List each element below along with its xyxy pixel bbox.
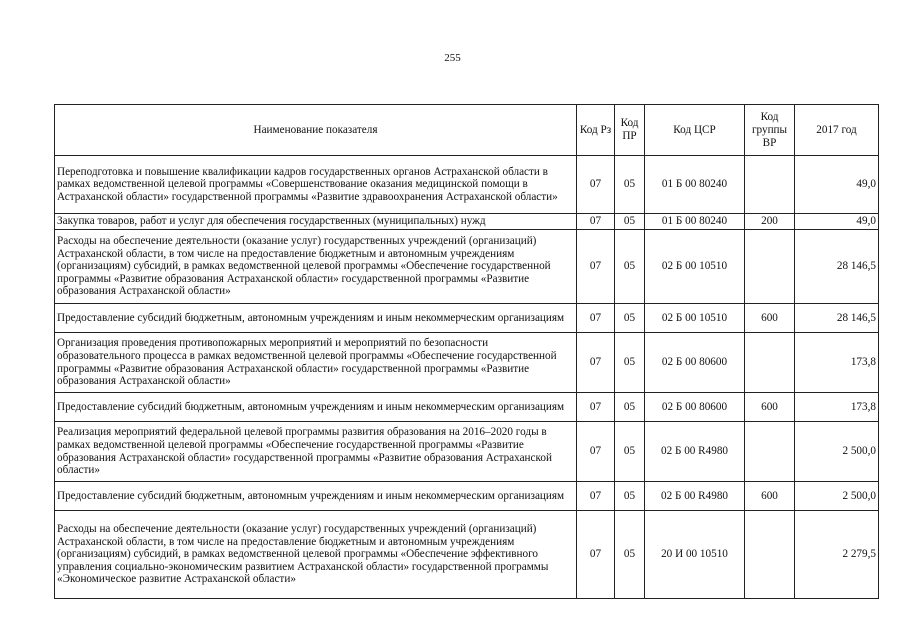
row-rz: 07 (577, 230, 615, 304)
row-rz: 07 (577, 156, 615, 214)
row-vr (745, 230, 795, 304)
row-csr: 02 Б 00 80600 (645, 333, 745, 393)
row-amount: 173,8 (795, 333, 879, 393)
row-vr (745, 422, 795, 482)
row-amount: 2 500,0 (795, 422, 879, 482)
row-vr: 600 (745, 393, 795, 422)
row-amount: 28 146,5 (795, 230, 879, 304)
row-csr: 20 И 00 10510 (645, 511, 745, 599)
row-name: Организация проведения противопожарных мероприятий и мероприятий по безопасности образовательного процесса в рамках ведомственной целевой программы «Обеспечение государственной программы «Развитие образования Астраханской области» государственной программы «Развитие образования Астраханской области» (55, 333, 577, 393)
row-rz: 07 (577, 304, 615, 333)
row-pr: 05 (615, 422, 645, 482)
row-name: Реализация мероприятий федеральной целевой программы развития образования на 2016–2020 годы в рамках ведомственной целевой программы «Обеспечение государственной программы «Развитие образования Астраханской области» государственной программы «Развитие образования Астраханской области» (55, 422, 577, 482)
row-name: Предоставление субсидий бюджетным, автономным учреждениям и иным некоммерческим организациям (55, 304, 577, 333)
row-name: Расходы на обеспечение деятельности (оказание услуг) государственных учреждений (организаций) Астраханской области, в том числе на предоставление бюджетным и автономным учреждениям (организациям) субсидий, в рамках ведомственной целевой программы «Обеспечение эффективного управления социально-экономическим развитием Астраханской области» государственной программы «Экономическое развитие Астраханской области» (55, 511, 577, 599)
row-vr: 600 (745, 482, 795, 511)
row-rz: 07 (577, 393, 615, 422)
row-amount: 28 146,5 (795, 304, 879, 333)
row-csr: 02 Б 00 10510 (645, 230, 745, 304)
header-name: Наименование показателя (55, 105, 577, 156)
row-pr: 05 (615, 214, 645, 230)
row-rz: 07 (577, 482, 615, 511)
row-amount: 2 279,5 (795, 511, 879, 599)
header-vr: Код группы ВР (745, 105, 795, 156)
row-csr: 01 Б 00 80240 (645, 214, 745, 230)
row-csr: 02 Б 00 10510 (645, 304, 745, 333)
row-vr (745, 156, 795, 214)
table-header-row (55, 105, 879, 156)
table-row (55, 393, 879, 422)
header-rz: Код Рз (577, 105, 615, 156)
row-vr: 600 (745, 304, 795, 333)
header-year: 2017 год (795, 105, 879, 156)
header-csr: Код ЦСР (645, 105, 745, 156)
table-row (55, 304, 879, 333)
row-pr: 05 (615, 333, 645, 393)
row-vr: 200 (745, 214, 795, 230)
row-csr: 02 Б 00 80600 (645, 393, 745, 422)
row-pr: 05 (615, 230, 645, 304)
row-name: Расходы на обеспечение деятельности (оказание услуг) государственных учреждений (организаций) Астраханской области, в том числе на предоставление бюджетным и автономным учреждениям (организациям) субсидий, в рамках ведомственной целевой программы «Обеспечение государственной программы «Развитие образования Астраханской области» государственной программы «Развитие образования Астраханской области» (55, 230, 577, 304)
row-amount: 49,0 (795, 214, 879, 230)
row-amount: 49,0 (795, 156, 879, 214)
row-pr: 05 (615, 304, 645, 333)
row-name: Закупка товаров, работ и услуг для обеспечения государственных (муниципальных) нужд (55, 214, 577, 230)
table-row (55, 482, 879, 511)
row-name: Предоставление субсидий бюджетным, автономным учреждениям и иным некоммерческим организациям (55, 393, 577, 422)
row-vr (745, 511, 795, 599)
row-pr: 05 (615, 511, 645, 599)
table-row (55, 214, 879, 230)
row-csr: 02 Б 00 R4980 (645, 482, 745, 511)
table-row (55, 511, 879, 599)
row-pr: 05 (615, 393, 645, 422)
page-number: 255 (444, 52, 461, 64)
row-rz: 07 (577, 422, 615, 482)
row-rz: 07 (577, 214, 615, 230)
table-row (55, 422, 879, 482)
row-pr: 05 (615, 482, 645, 511)
row-pr: 05 (615, 156, 645, 214)
header-pr: Код ПР (615, 105, 645, 156)
table-row (55, 230, 879, 304)
budget-table (54, 104, 879, 599)
row-csr: 02 Б 00 R4980 (645, 422, 745, 482)
row-name: Предоставление субсидий бюджетным, автономным учреждениям и иным некоммерческим организациям (55, 482, 577, 511)
row-csr: 01 Б 00 80240 (645, 156, 745, 214)
row-amount: 2 500,0 (795, 482, 879, 511)
row-name: Переподготовка и повышение квалификации кадров государственных органов Астраханской области в рамках ведомственной целевой программы «Совершенствование оказания медицинской помощи в Астраханской области» государственной программы «Развитие здравоохранения Астраханской области» (55, 156, 577, 214)
row-vr (745, 333, 795, 393)
row-amount: 173,8 (795, 393, 879, 422)
row-rz: 07 (577, 511, 615, 599)
row-rz: 07 (577, 333, 615, 393)
table-row (55, 156, 879, 214)
table-row (55, 333, 879, 393)
